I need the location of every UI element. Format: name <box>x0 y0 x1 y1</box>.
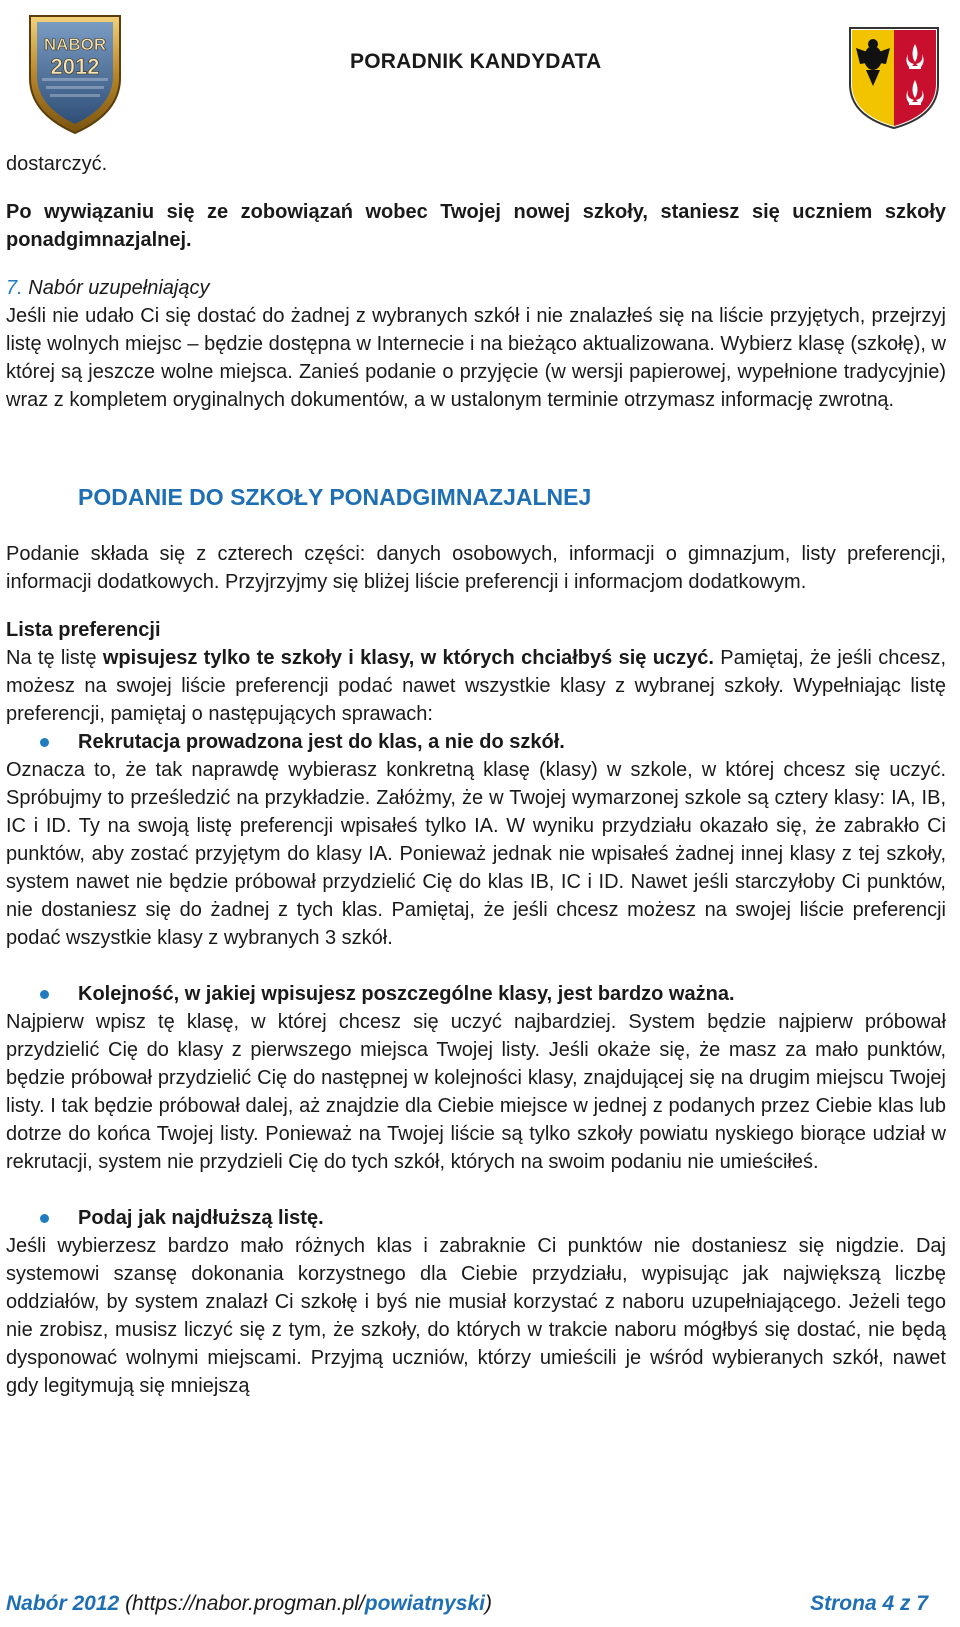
logo-text-2012: 2012 <box>50 54 100 79</box>
coat-of-arms-icon <box>846 24 942 130</box>
footer-source <box>6 1592 492 1616</box>
paragraph-bullet-2: Najpierw wpisz tę klasę, w której chcesz się uczyć najbardziej. System będzie najpierw próbował przydzielić Cię do klasy z pierwszego miejsca Twojej listy. Jeśli okaże się, że masz za mało punktów, będzie próbował przydzielić Cię do następnej w kolejności klasy, znajdującej się na drugim miejscu Twojej listy. I tak będzie próbował dalej, aż znajdzie dla Ciebie miejsce w jednej z podanych przez Ciebie klas lub dotrze do końca Twojej listy. Ponieważ na Twojej liście są tylko szkoły powiatu nyskiego biorące udział w rekrutacji, system nie przydzieli Cię do tych szkół, których na swoim podaniu nie umieściłeś. <box>6 1011 946 1173</box>
bullet-item-3: Podaj jak najdłuższą listę. <box>6 1204 946 1232</box>
bullet-item-1: Rekrutacja prowadzona jest do klas, a nie do szkół. <box>6 728 946 756</box>
lista-text-bold: wpisujesz tylko te szkoły i klasy, w których chciałbyś się uczyć. <box>102 647 714 669</box>
footer-page-number: Strona 4 z 7 <box>810 1592 928 1615</box>
paragraph-lista <box>6 644 946 728</box>
lista-preferencji-heading: Lista preferencji <box>6 619 161 641</box>
paragraph-bullet-1: Oznacza to, że tak naprawdę wybierasz konkretną klasę (klasy) w szkole, w której chcesz się uczyć. Spróbujmy to prześledzić na przykładzie. Załóżmy, że w Twojej wymarzonej szkole są cztery klasy: IA, IB, IC i ID. Ty na swoją listę preferencji wpisałeś tylko IA. W wyniku przydziału okazało się, że zabrakło Ci punktów, aby zostać przyjętym do klasy IA. Ponieważ jednak nie wpisałeś żadnej innej klasy z tej szkoły, system nawet nie będzie próbował przydzielić Cię do klas IB, IC i ID. Nawet jeśli starczyłoby Ci punktów, nie dostaniesz się do żadnej z tych klas. Pamiętaj, że jeśli chcesz możesz na swojej liście preferencji podać wszystkie klasy z wybranych 3 szkół. <box>6 759 946 949</box>
section-7-number: 7. <box>6 277 23 299</box>
lista-text-b: Pamiętaj, że jeśli chcesz, możesz na swojej liście preferencji podać nawet wszystkie klasy z wybranej szkoły. Wypełniając listę preferencji, pamiętaj o następujących sprawach: <box>6 647 947 725</box>
paragraph-podanie: Podanie składa się z czterech części: danych osobowych, informacji o gimnazjum, listy preferencji, informacji dodatkowych. Przyjrzyjmy się bliżej liście preferencji i informacjom dodatkowym. <box>6 543 946 593</box>
nabor-2012-logo <box>20 8 130 138</box>
paragraph-section-7: Jeśli nie udało Ci się dostać do żadnej z wybranych szkół i nie znalazłeś się na liście przyjętych, przejrzyj listę wolnych miejsc – będzie dostępna w Internecie i na bieżąco aktualizowana. Wybierz klasę (szkołę), w której są jeszcze wolne miejsca. Zanieś podanie o przyjęcie (w wersji papierowej, wypełnione tradycyjnie) wraz z kompletem oryginalnych dokumentów, a w ustalonym terminie otrzymasz informację zwrotną. <box>6 305 946 411</box>
podanie-heading: PODANIE DO SZKOŁY PONADGIMNAZJALNEJ <box>78 484 592 510</box>
document-body <box>6 150 946 1400</box>
logo-text-nabor: NABOR <box>43 35 107 54</box>
section-7-heading <box>6 274 946 302</box>
footer-brand: Nabór 2012 <box>6 1592 120 1615</box>
footer-url-open[interactable]: (https://nabor.progman.pl/ <box>119 1592 365 1615</box>
section-7-title: Nabór uzupełniający <box>28 277 210 299</box>
footer-url-close: ) <box>484 1592 492 1615</box>
bullet-item-2: Kolejność, w jakiej wpisujesz poszczególne klasy, jest bardzo ważna. <box>6 980 946 1008</box>
paragraph-bullet-3: Jeśli wybierzesz bardzo mało różnych klas i zabraknie Ci punktów nie dostaniesz się nigdzie. Daj systemowi szansę dokonania korzystnego dla Ciebie przydziału, wypisując jak największą liczbę oddziałów, by system znalazł Ci szkołę i byś nie musiał korzystać z naboru uzupełniającego. Jeżeli tego nie zrobisz, musisz liczyć się z tym, że szkoły, do których w trakcie naboru mógłbyś się dostać, nie będą dysponować wolnymi miejscami. Przyjmą uczniów, którzy umieścili je wśród wybieranych szkół, nawet gdy legitymują się mniejszą <box>6 1235 946 1397</box>
paragraph-bold-summary: Po wywiązaniu się ze zobowiązań wobec Twojej nowej szkoły, staniesz się uczniem szkoły ponadgimnazjalnej. <box>6 201 946 251</box>
lista-text-a: Na tę listę <box>6 647 103 669</box>
header-title: PORADNIK KANDYDATA <box>350 50 602 73</box>
paragraph-intro: dostarczyć. <box>6 153 108 175</box>
footer-url-strong[interactable]: powiatnyski <box>364 1592 485 1615</box>
